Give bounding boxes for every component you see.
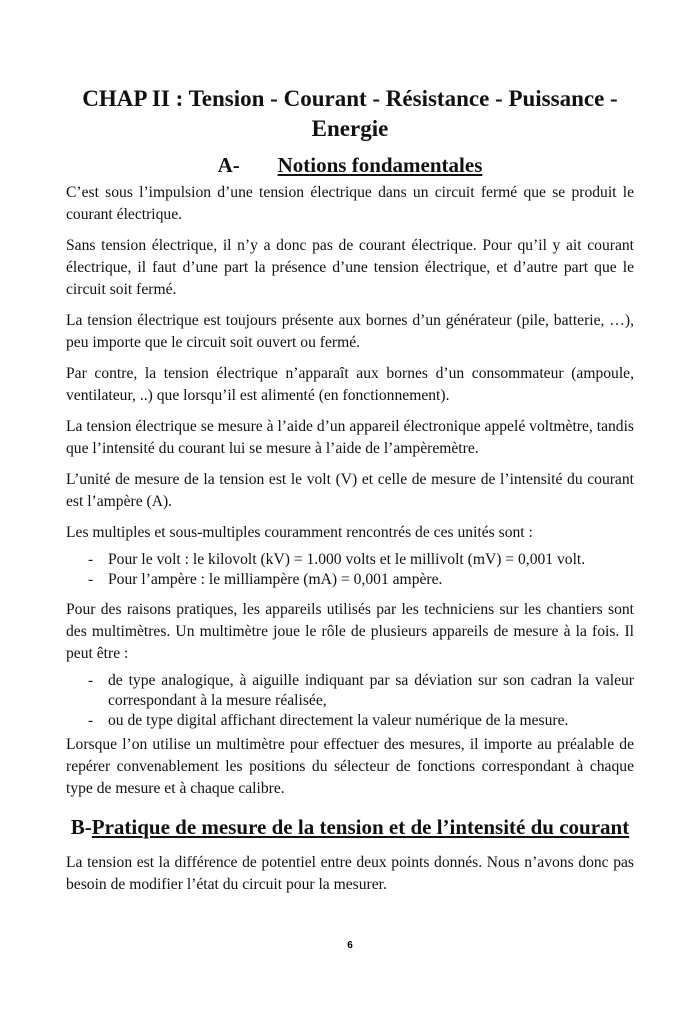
paragraph: La tension électrique se mesure à l’aide d’un appareil électronique appelé voltmètre, tandis que l’intensité du courant lui se mesure à l’aide de l’ampèremètre.: [66, 418, 634, 457]
section-b-title: Pratique de mesure de la tension et de l’intensité du courant: [91, 815, 630, 839]
selector-paragraph: Lorsque l’on utilise un multimètre pour effectuer des mesures, il importe au préalable de repérer convenablement les positions du sélecteur de fonctions correspondant à chaque type de mesure et à chaque calibre.: [66, 736, 634, 797]
list-item: - ou de type digital affichant directement la valeur numérique de la mesure.: [66, 711, 634, 731]
section-a-title: Notions fondamentales: [277, 153, 483, 177]
paragraph: C’est sous l’impulsion d’une tension électrique dans un circuit fermé que se produit le courant électrique.: [66, 184, 634, 223]
multimeter-types-list: [66, 671, 634, 731]
section-a-prefix: A-: [217, 153, 240, 177]
paragraph: La tension électrique est toujours présente aux bornes d’un générateur (pile, batterie, …), peu importe que le circuit soit ouvert ou fermé.: [66, 312, 634, 351]
paragraph: Sans tension électrique, il n’y a donc pas de courant électrique. Pour qu’il y ait courant électrique, il faut d’une part la présence d’une tension électrique, et d’autre part que le circuit soit fermé.: [66, 237, 634, 298]
paragraph: L’unité de mesure de la tension est le volt (V) et celle de mesure de l’intensité du courant est l’ampère (A).: [66, 471, 634, 510]
document-page: [66, 84, 634, 905]
section-b-paragraph: La tension est la différence de potentiel entre deux points donnés. Nous n’avons donc pas besoin de modifier l’état du circuit pour la mesurer.: [66, 854, 634, 893]
list-item: - Pour l’ampère : le milliampère (mA) = 0,001 ampère.: [66, 570, 634, 590]
multimeter-paragraph: Pour des raisons pratiques, les appareils utilisés par les techniciens sur les chantiers sont des multimètres. Un multimètre joue le rôle de plusieurs appareils de mesure à la fois. Il peut être :: [66, 601, 634, 662]
section-a-heading: [66, 152, 634, 178]
list-item: - de type analogique, à aiguille indiquant par sa déviation sur son cadran la valeur correspondant à la mesure réalisée,: [66, 671, 634, 711]
list-item: - Pour le volt : le kilovolt (kV) = 1.000 volts et le millivolt (mV) = 0,001 volt.: [66, 550, 634, 570]
paragraph: Par contre, la tension électrique n’apparaît aux bornes d’un consommateur (ampoule, ventilateur, ..) que lorsqu’il est alimenté (en fonctionnement).: [66, 365, 634, 404]
section-b-heading: [66, 814, 634, 840]
units-list: [66, 550, 634, 590]
section-b-prefix: B-: [70, 815, 92, 839]
page-number: 6: [347, 940, 353, 951]
paragraph: Les multiples et sous-multiples couramment rencontrés de ces unités sont :: [66, 524, 533, 541]
chapter-title: CHAP II : Tension - Courant - Résistance - Puissance - Energie: [82, 86, 618, 141]
